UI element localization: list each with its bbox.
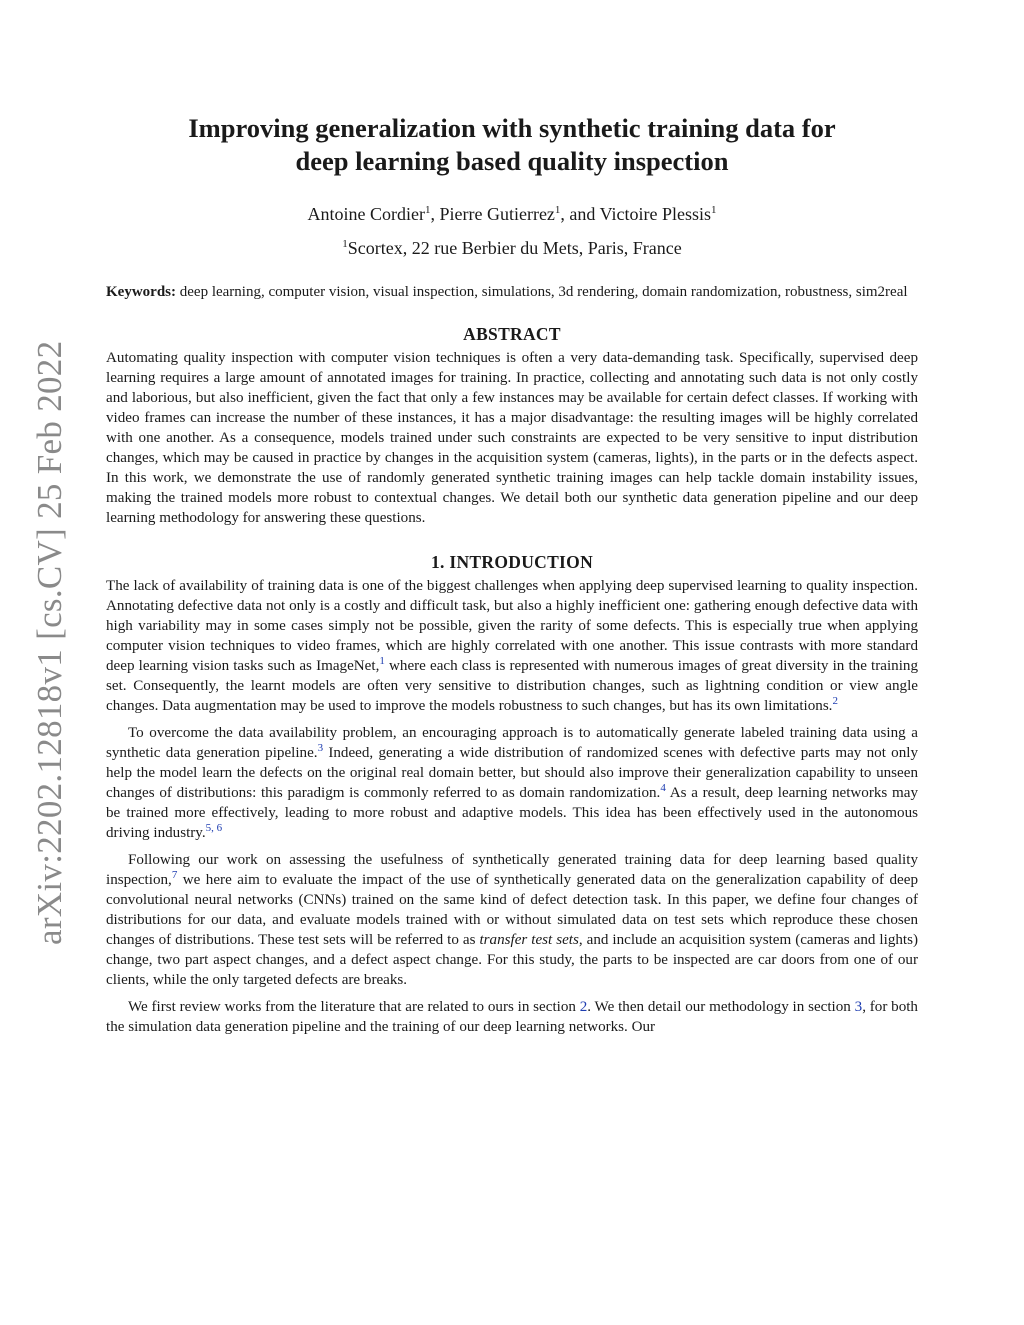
author-2-affil-mark: 1 <box>554 204 561 216</box>
section-link-3[interactable]: 3 <box>854 999 863 1015</box>
affiliation-mark: 1 <box>342 238 348 250</box>
paper-page <box>106 112 918 1037</box>
author-list: Antoine Cordier$^1$, Pierre Gutierrez$^1$, and Victoire Plessis$^1$ <box>307 204 717 224</box>
emphasis-transfer-test-sets: transfer test sets <box>479 932 579 948</box>
intro-paragraph-4: We first review works from the literature that are related to ours in section 2. We then detail our methodology in section 3, for both the simulation data generation pipeline and the training of our deep learning networks. Our <box>106 999 918 1035</box>
intro-paragraph-3: Following our work on assessing the usefulness of synthetically generated training data for deep learning based quality inspection,$^7$ we here aim to evaluate the impact of the use of synthetically generated data on the generalization capability of deep convolutional neural networks (CNNs) trained on the same kind of defect detection task. In this paper, we define four changes of distributions for our data, and evaluate models trained with or without simulated data on test sets which reproduce these chosen changes of distributions. These test sets will be referred to as transfer test sets, and include an acquisition system (cameras and lights) change, two part aspect changes, and a defect aspect change. For this study, the parts to be inspected are car doors from one of our clients, while the only targeted defects are breaks. <box>106 852 919 988</box>
title-line-2: deep learning based quality inspection <box>295 146 729 176</box>
citation-link[interactable]: 7 <box>171 868 178 881</box>
keywords <box>106 282 918 302</box>
author-1: Antoine Cordier <box>307 204 425 224</box>
keywords-label: Keywords: <box>106 284 176 300</box>
intro-paragraph-1: The lack of availability of training data is one of the biggest challenges when applying deep supervised learning to quality inspection. Annotating defective data not only is a costly and difficult task, but also a highly inefficient one: gathering enough defective data with high variability may in some cases simply not be possible, given the rarity of some defects. This is especially true when applying computer vision techniques to video frames, which are highly correlated with one another. This issue contrasts with more standard deep learning vision tasks such as ImageNet,$^1$ where each class is represented with numerous images of great diversity in the training set. Consequently, the learnt models are often very sensitive to distribution changes, such as lightning condition or view angle changes. Data augmentation may be used to improve the models robustness to such changes, but has its own limitations.$^2$ <box>106 578 918 714</box>
citation-link[interactable]: 1 <box>379 654 385 667</box>
author-1-affil-mark: 1 <box>424 204 431 216</box>
section-link-2[interactable]: 2 <box>579 999 588 1015</box>
author-2: Pierre Gutierrez <box>439 204 555 224</box>
citation-link[interactable]: 5, 6 <box>205 821 223 834</box>
affiliation-text: Scortex, 22 rue Berbier du Mets, Paris, France <box>347 238 682 258</box>
keywords-text: deep learning, computer vision, visual inspection, simulations, 3d rendering, domain randomization, robustness, sim2real <box>179 284 908 300</box>
affiliation <box>106 238 918 259</box>
author-3: and Victoire Plessis <box>569 204 711 224</box>
author-3-affil-mark: 1 <box>711 204 717 216</box>
abstract-heading: ABSTRACT <box>463 324 561 344</box>
arxiv-identifier: arXiv:2202.12818v1 [cs.CV] 25 Feb 2022 <box>30 340 69 945</box>
introduction-heading: 1. INTRODUCTION <box>430 552 594 572</box>
citation-link[interactable]: 3 <box>317 741 324 754</box>
paper-title <box>106 112 918 178</box>
citation-link[interactable]: 4 <box>660 781 666 794</box>
abstract-text: Automating quality inspection with computer vision techniques is often a very data-demanding task. Specifically, supervised deep learning requires a large amount of annotated images for training. In practice, collecting and annotating such data is not only costly and laborious, but also inefficient, given the fact that only a few instances may be available for certain defect classes. If working with video frames can increase the number of these instances, it has a major disadvantage: the resulting images will be highly correlated with one another. As a consequence, models trained under such constraints are expected to be very sensitive to input distribution changes, which may be caused in practice by changes in the acquisition system (cameras, lights), in the parts or in the defects aspect. In this work, we demonstrate the use of randomly generated synthetic training images can help tackle domain instability issues, making the trained models more robust to contextual changes. We detail both our synthetic data generation pipeline and our deep learning methodology for answering these questions. <box>106 350 918 526</box>
intro-paragraph-2: To overcome the data availability problem, an encouraging approach is to automatically generate labeled training data using a synthetic data generation pipeline.$^3$ Indeed, generating a wide distribution of randomized scenes with defective parts may not only help the model learn the defects on the original real domain better, but should also improve their generalization capability to unseen changes of distributions: this paradigm is commonly referred to as domain randomization.$^4$ As a result, deep learning networks may be trained more effectively, leading to more robust and adaptive models. This idea has been effectively used in the autonomous driving industry.$^{5, 6}$ <box>106 725 918 841</box>
title-line-1: Improving generalization with synthetic training data for <box>188 113 836 143</box>
citation-link[interactable]: 2 <box>832 694 838 707</box>
